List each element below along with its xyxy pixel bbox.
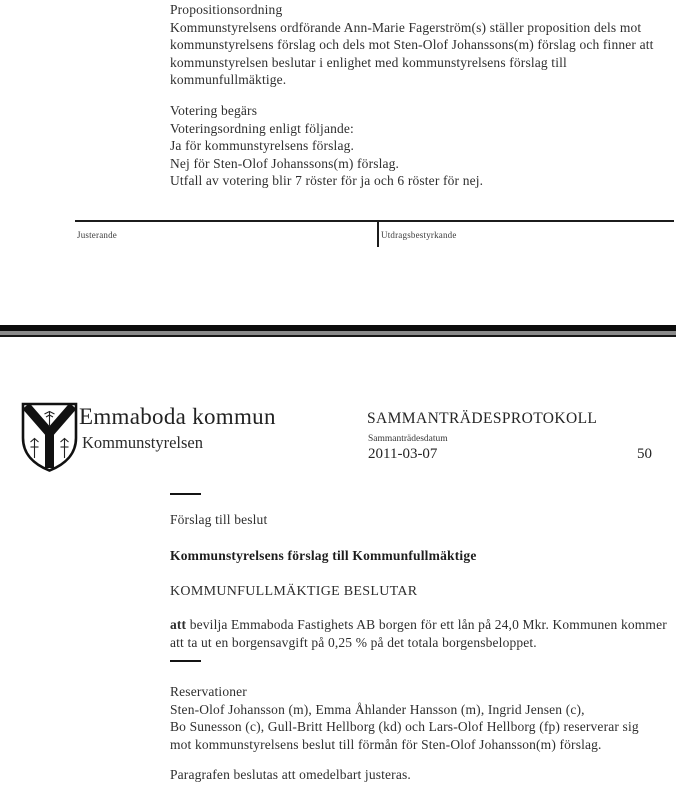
att-paragraph: [170, 616, 675, 651]
section-dash: [170, 493, 201, 495]
meeting-date: 2011-03-07: [368, 446, 438, 462]
proposition-body: Kommunstyrelsens ordförande Ann-Marie Fagerström(s) ställer proposition dels mot kommunstyrelsens förslag och dels mot Sten-Olof Johanssons(m) förslag och finner att kommunstyrelsen beslutar i enlighet med kommunstyrelsens förslag till kommunfullmäktige.: [170, 19, 654, 87]
section-dash: [170, 660, 201, 662]
proposition-heading: Propositionsordning: [170, 2, 283, 17]
forslag-heading: Förslag till beslut: [170, 512, 268, 527]
votering-section: [170, 102, 675, 190]
reservation-line: Sten-Olof Johansson (m), Emma Åhlander Hansson (m), Ingrid Jensen (c),: [170, 701, 585, 717]
emmaboda-coat-of-arms-icon: [20, 402, 79, 473]
reservation-line: Bo Sunesson (c), Gull-Britt Hellborg (kd) och Lars-Olof Hellborg (fp) reserverar sig: [170, 719, 639, 734]
reservation-section: [170, 683, 675, 753]
votering-line: Voteringsordning enligt följande:: [170, 120, 354, 136]
meeting-date-label: Sammanträdesdatum: [368, 434, 448, 444]
att-text: bevilja Emmaboda Fastighets AB borgen för ett lån på 24,0 Mkr. Kommunen kommer att ta ut en borgensavgift på 0,25 % på det totala borgensbeloppet.: [170, 617, 667, 650]
paragrafen-line: Paragrafen beslutas att omedelbart justeras.: [170, 767, 411, 782]
footer-divider: [377, 221, 379, 247]
footer-rule: [75, 220, 674, 222]
page-separator-bottom-bar: [0, 331, 676, 337]
kommunfullmaktige-beslutar-heading: KOMMUNFULLMÄKTIGE BESLUTAR: [170, 584, 418, 599]
votering-line: Utfall av votering blir 7 röster för ja och 6 röster för nej.: [170, 173, 484, 188]
reservation-line: Reservationer: [170, 684, 247, 699]
kommunstyrelsens-forslag-heading: Kommunstyrelsens förslag till Kommunfullmäktige: [170, 548, 477, 563]
page-number: 50: [637, 446, 652, 462]
votering-line: Nej för Sten-Olof Johanssons(m) förslag.: [170, 155, 400, 171]
reservation-line: mot kommunstyrelsens beslut till förmån för Sten-Olof Johansson(m) förslag.: [170, 736, 602, 752]
votering-line: Votering begärs: [170, 103, 258, 118]
document-type-title: SAMMANTRÄDESPROTOKOLL: [367, 410, 598, 427]
municipality-name: Emmaboda kommun: [79, 404, 276, 429]
proposition-section: [170, 1, 675, 89]
votering-line: Ja för kommunstyrelsens förslag.: [170, 138, 355, 153]
footer-label-utdragsbestyrkande: Utdragsbestyrkande: [381, 230, 457, 240]
department-name: Kommunstyrelsen: [82, 433, 203, 452]
att-keyword: att: [170, 617, 187, 632]
footer-label-justerande: Justerande: [77, 230, 117, 240]
